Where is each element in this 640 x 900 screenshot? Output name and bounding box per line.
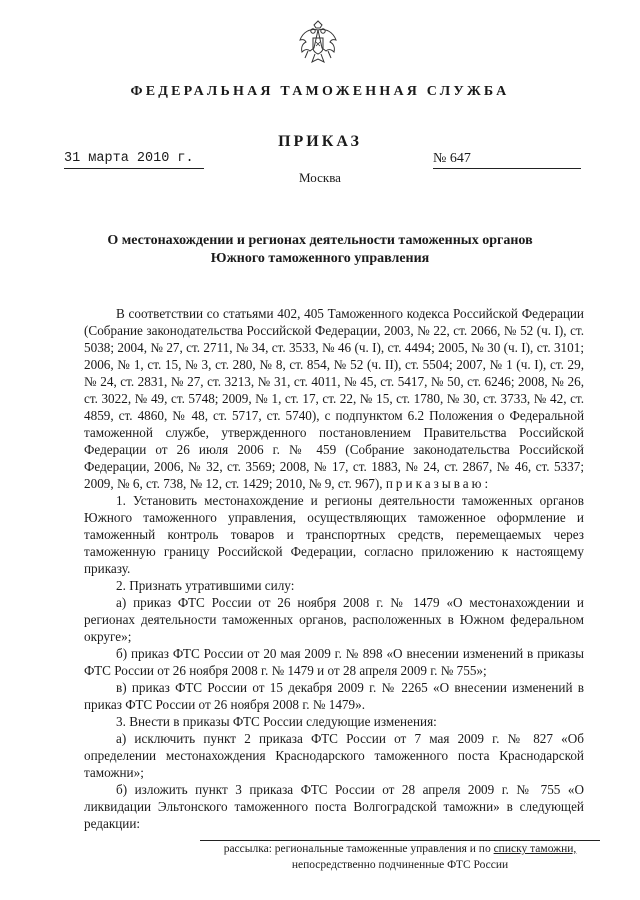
item-2b: б) приказ ФТС России от 20 мая 2009 г. № 898 «О внесении изменений в приказы ФТС России от 26 ноября 2008 г. № 1479 и от 28 апреля 2009 г. № 755»; — [84, 646, 584, 678]
item-3: 3. Внести в приказы ФТС России следующие изменения: — [116, 714, 437, 729]
issuing-authority: ФЕДЕРАЛЬНАЯ ТАМОЖЕННАЯ СЛУЖБА — [130, 84, 510, 99]
order-body — [84, 305, 584, 832]
order-date: 31 марта 2010 г. — [64, 150, 204, 169]
distribution-underlined: списку таможни, — [493, 843, 577, 855]
heading-line-1: О местонахождении и регионах деятельности таможенных органов — [107, 233, 533, 248]
preamble-paragraph — [84, 305, 584, 492]
orders-word: приказываю: — [385, 476, 492, 491]
distribution-note — [195, 841, 605, 873]
document-type: ПРИКАЗ — [278, 133, 362, 150]
preamble-text: В соответствии со статьями 402, 405 Таможенного кодекса Российской Федерации (Собрание законодательства Российской Федерации, 2003, № 22, ст. 2066, № 52 (ч. I), ст. 5038; 2004, № 27, ст. 2711, № 34, ст. 3533, № 46 (ч. I), ст. 4494; 2005, № 30 (ч. I), ст. 3101; 2006, № 1, ст. 15, № 3, ст. 280, № 8, ст. 854, № 52 (ч. II), ст. 5504; 2007, № 1 (ч. I), ст. 29, № 24, ст. 2831, № 27, ст. 3213, № 31, ст. 4011, № 45, ст. 5417, № 50, ст. 6246; 2008, № 26, ст. 3022, № 49, ст. 5748; 2009, № 1, ст. 17, ст. 22, № 15, ст. 1780, № 30, ст. 3733, № 42, ст. 4859, ст. 4860, № 48, ст. 5717, ст. 5740), с подпунктом 6.2 Положения о Федеральной таможенной службе, утвержденного постановлением Правительства Российской Федерации от 26 июля 2006 г. № 459 (Собрание законодательства Российской Федерации, 2006, № 32, ст. 3569; 2008, № 17, ст. 1883, № 24, ст. 2867, № 46, ст. 5337; 2009, № 6, ст. 738, № 12, ст. 1429; 2010, № 9, ст. 967), — [84, 306, 584, 491]
issue-city: Москва — [299, 170, 341, 185]
russian-coat-of-arms-icon — [297, 20, 339, 68]
distribution-line-1 — [195, 841, 605, 857]
item-3a: а) исключить пункт 2 приказа ФТС России от 7 мая 2009 г. № 827 «Об определении местонахождения Краснодарского таможенного поста Краснодарской таможни»; — [84, 731, 584, 780]
item-3b: б) изложить пункт 3 приказа ФТС России от 28 апреля 2009 г. № 755 «О ликвидации Эльтонского таможенного поста Волгоградской таможни» в следующей редакции: — [84, 782, 584, 831]
order-number: № 647 — [433, 150, 581, 169]
order-heading — [60, 232, 580, 268]
item-2c: в) приказ ФТС России от 15 декабря 2009 г. № 2265 «О внесении изменений в приказ ФТС России от 26 ноября 2008 г. № 1479». — [84, 680, 584, 712]
item-2: 2. Признать утратившими силу: — [116, 578, 295, 593]
item-1: 1. Установить местонахождение и регионы деятельности таможенных органов Южного таможенного управления, осуществляющих таможенное оформление и таможенный контроль товаров и транспортных средств, перемещаемых через таможенную границу Российской Федерации, согласно приложению к настоящему приказу. — [84, 493, 584, 576]
distribution-prefix: рассылка: региональные таможенные управления и по — [223, 843, 494, 855]
distribution-line-2: непосредственно подчиненные ФТС России — [291, 859, 509, 871]
heading-line-2: Южного таможенного управления — [210, 251, 430, 266]
item-2a: а) приказ ФТС России от 26 ноября 2008 г. № 1479 «О местонахождении и регионах деятельности таможенных органов, расположенных в Южном федеральном округе»; — [84, 595, 584, 644]
